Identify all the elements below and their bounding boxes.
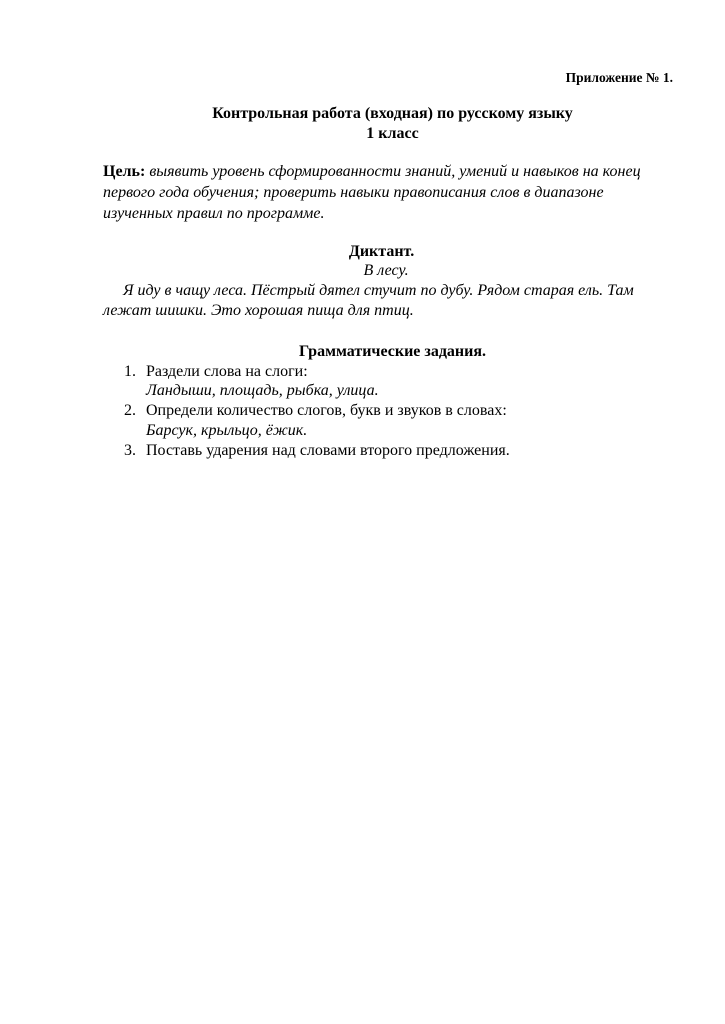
title-line-2: 1 класс bbox=[366, 125, 419, 142]
task-text: Определи количество слогов, букв и звуков в словах: bbox=[146, 402, 507, 419]
task-example: Ландыши, площадь, рыбка, улица. bbox=[146, 382, 379, 399]
goal-text: выявить уровень сформированности знаний, умений и навыков на конец первого года обучения; проверить навыки правописания слов в диапазоне изученных правил по программе. bbox=[103, 163, 641, 222]
title-line-1: Контрольная работа (входная) по русскому языку bbox=[212, 105, 573, 122]
dictation-title: Диктант. bbox=[348, 243, 415, 260]
grammar-title: Грамматические задания. bbox=[299, 343, 486, 360]
task-number: 3. bbox=[124, 442, 136, 459]
goal-label: Цель: bbox=[103, 163, 146, 180]
dictation-subtitle: В лесу. bbox=[363, 262, 409, 279]
dictation-text: Я иду в чащу леса. Пёстрый дятел стучит по дубу. Рядом старая ель. Там лежат шишки. Это хорошая пища для птиц. bbox=[103, 282, 634, 319]
goal-paragraph bbox=[103, 161, 648, 224]
task-number: 2. bbox=[124, 402, 136, 419]
task-text: Поставь ударения над словами второго предложения. bbox=[146, 442, 510, 459]
task-number: 1. bbox=[124, 363, 136, 380]
task-text: Раздели слова на слоги: bbox=[146, 363, 308, 380]
appendix-label: Приложение № 1. bbox=[565, 70, 673, 85]
task-example: Барсук, крыльцо, ёжик. bbox=[146, 422, 308, 439]
document-title bbox=[0, 104, 725, 144]
